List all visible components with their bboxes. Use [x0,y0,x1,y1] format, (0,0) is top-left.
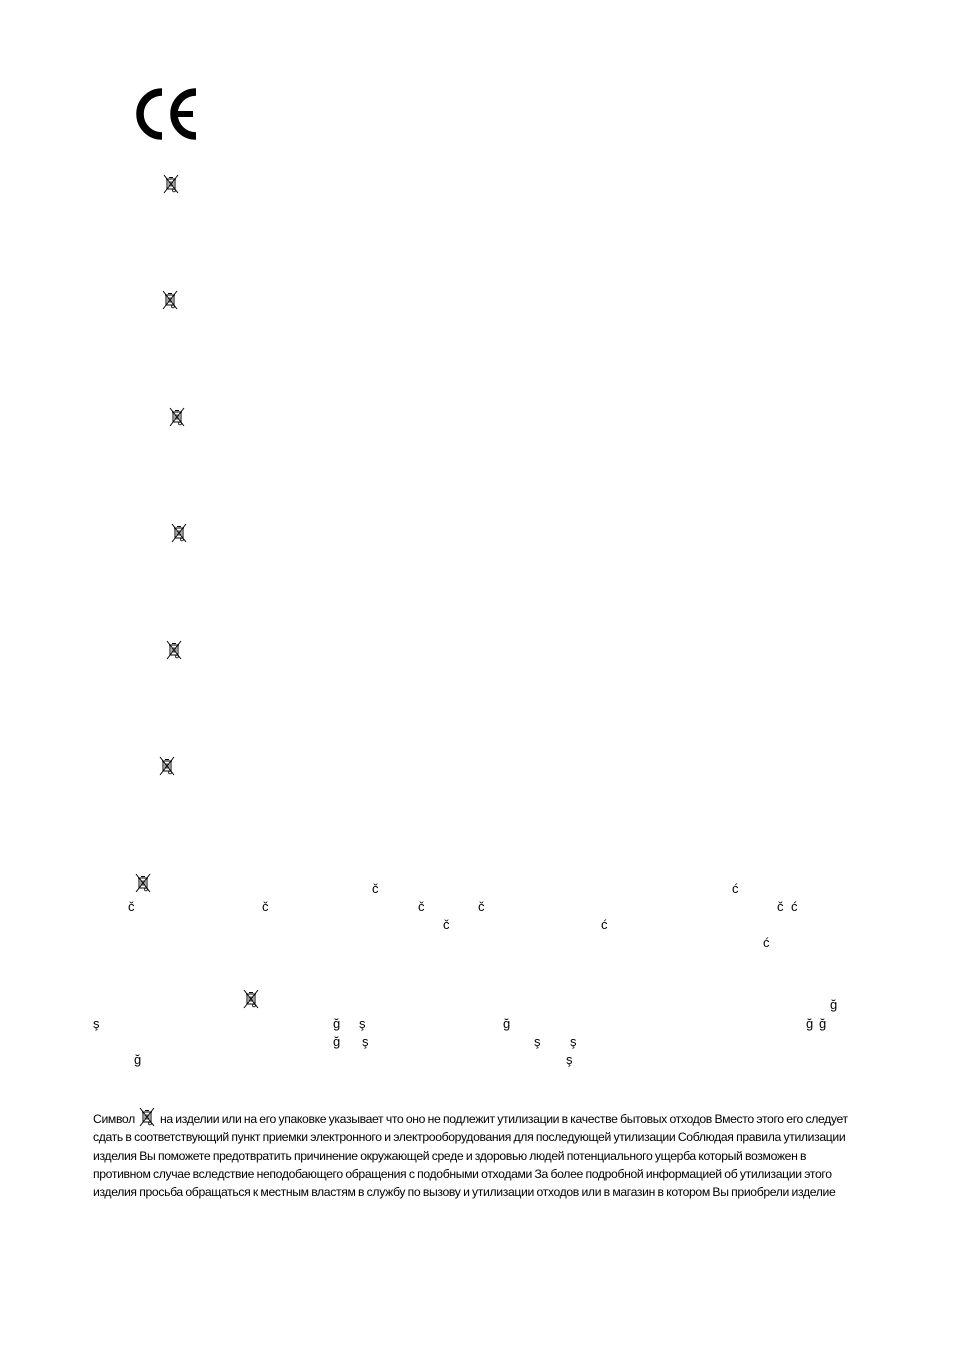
ru-body-text: на изделии или на его упаковке указывает что оно не подлежит утилизации в качестве бытовых отходов Вместо этого его следует сдать в соответствующий пункт приемки электронного и электрооборудования для последующей утилизации Соблюдая правила утилизации изделия Вы поможете предотвратить причинение окружающей среде и здоровью людей потенциального ущерба который возможен в противном случае вследствие неподобающего обращения с подобными отходами За более подробной информацией об утилизации этого изделия просьба обращаться к местным властям в службу по вызову и утилизации отходов или в магазин в котором Вы приобрели изделие [93,1112,848,1199]
hr-c-caron: č [262,899,269,914]
tr-g-breve: ğ [830,997,838,1012]
weee-bin-icon [170,523,188,543]
weee-bin-icon [165,640,183,660]
tr-g-breve: ğ [503,1016,511,1031]
weee-bin-icon [158,756,176,776]
tr-g-breve: ğ [806,1016,814,1031]
weee-bin-icon [168,407,186,427]
tr-s-cedilla: ş [359,1016,366,1031]
ce-mark-icon [133,87,201,141]
tr-g-breve: ğ [333,1016,341,1031]
tr-s-cedilla: ş [93,1016,100,1031]
hr-c-acute: ć [601,917,608,932]
tr-g-breve: ğ [134,1052,142,1067]
tr-s-cedilla: ş [534,1034,541,1049]
ru-word-symbol: Символ [93,1112,135,1127]
tr-g-breve: ğ [819,1016,827,1031]
tr-s-cedilla: ş [570,1034,577,1049]
hr-c-caron: č [443,917,450,932]
hr-c-caron: č [478,899,485,914]
tr-s-cedilla: ş [566,1052,573,1067]
ru-disposal-paragraph [93,1107,863,1201]
weee-bin-icon [161,290,179,310]
weee-bin-icon [162,174,180,194]
weee-bin-icon [242,989,260,1009]
hr-c-caron: č [128,899,135,914]
weee-bin-icon [138,1107,156,1127]
hr-c-acute: ć [763,935,770,950]
tr-g-breve: ğ [333,1034,341,1049]
hr-c-caron: č [418,899,425,914]
hr-c-caron: č [372,881,379,896]
hr-c-acute: ć [732,881,739,896]
hr-c-caron: č [777,899,784,914]
weee-bin-icon [134,873,152,893]
tr-s-cedilla: ş [362,1034,369,1049]
hr-c-acute: ć [791,899,798,914]
